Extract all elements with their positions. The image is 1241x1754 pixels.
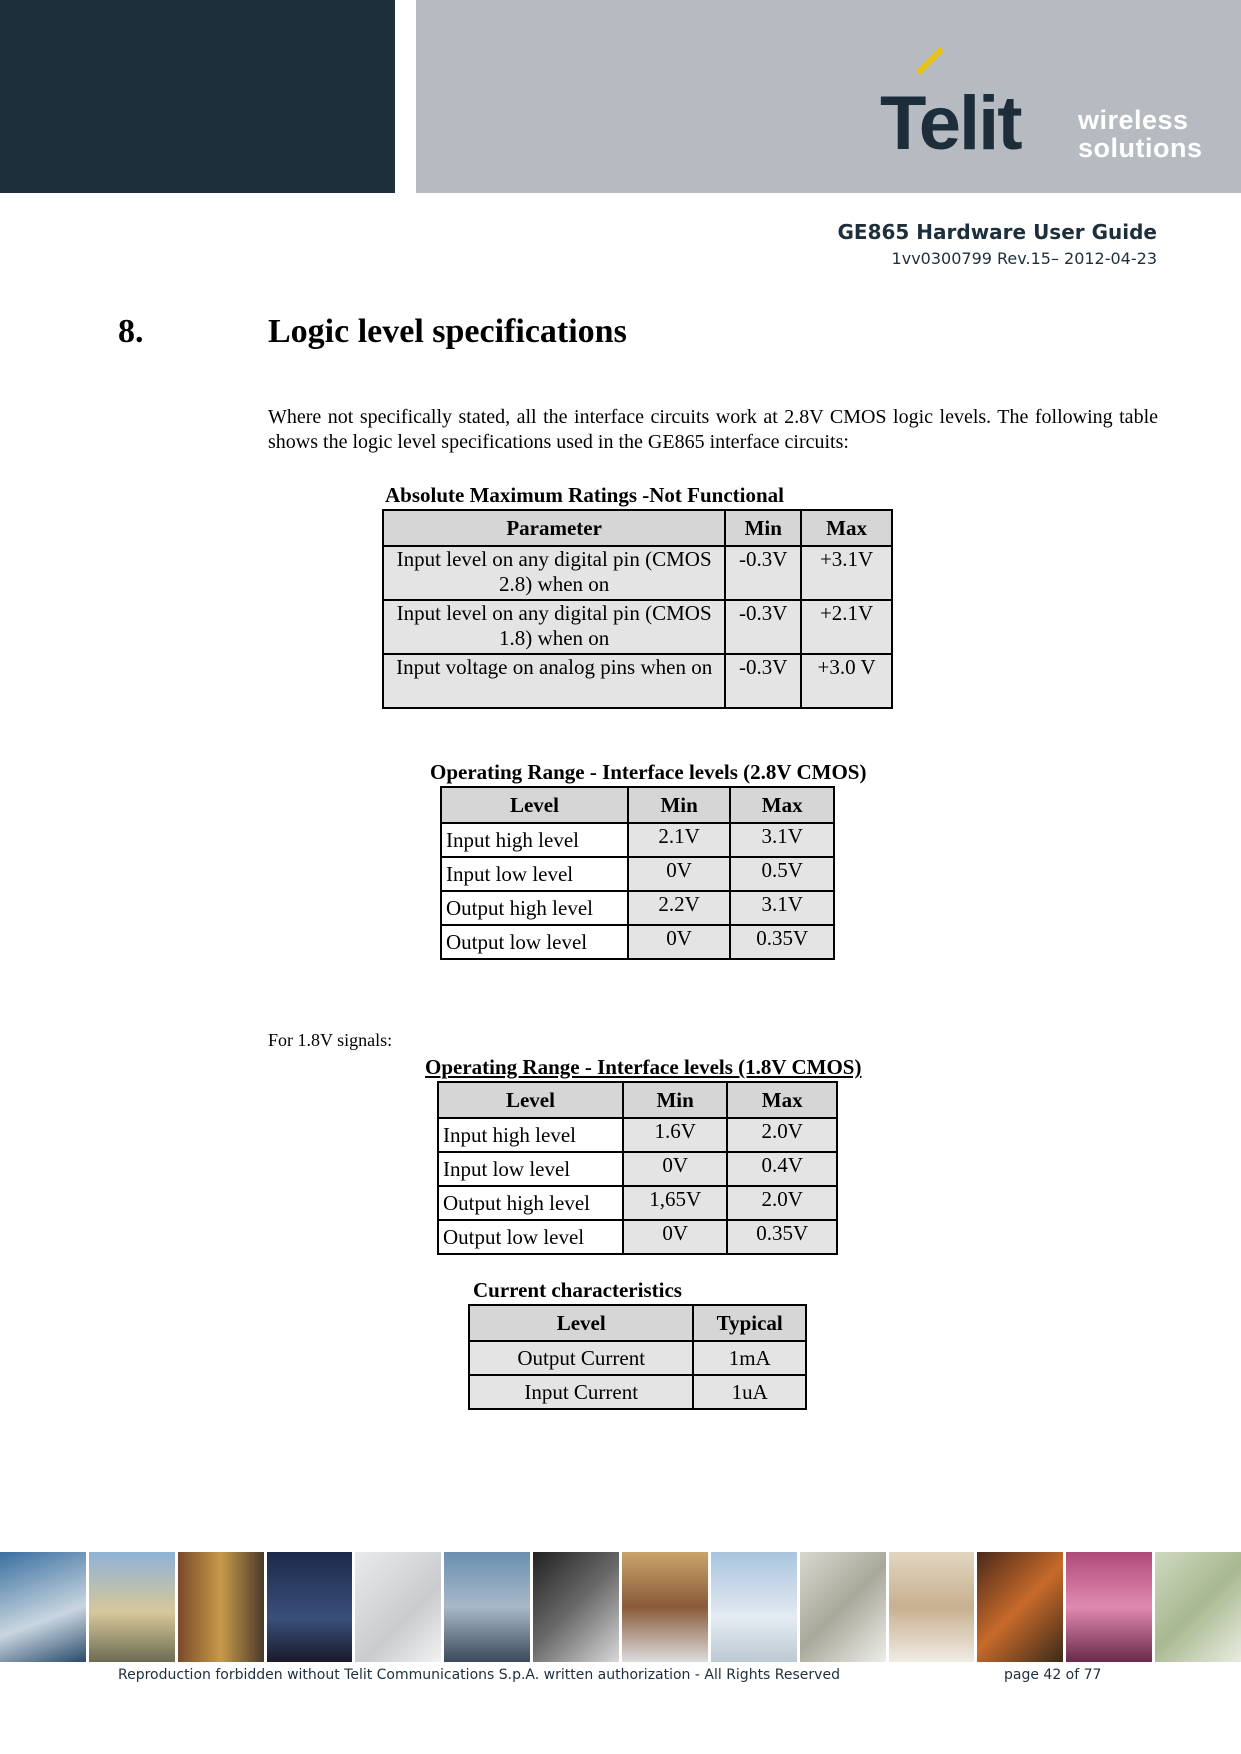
strip-image — [0, 1552, 89, 1662]
table-cell: 2.1V — [628, 823, 731, 857]
table-header-row — [383, 510, 892, 546]
strip-image — [178, 1552, 267, 1662]
table-header-cell: Min — [725, 510, 801, 546]
table-operating-1v8 — [437, 1081, 838, 1255]
table-cell: Input level on any digital pin (CMOS 1.8) when on — [383, 600, 725, 654]
table-cell: Output high level — [438, 1186, 623, 1220]
table-28-caption: Operating Range - Interface levels (2.8V CMOS) — [430, 760, 867, 784]
strip-image — [1155, 1552, 1241, 1662]
table-cell: -0.3V — [725, 654, 801, 708]
doc-revision: 1vv0300799 Rev.15– 2012-04-23 — [891, 249, 1157, 268]
strip-image — [977, 1552, 1066, 1662]
strip-image — [267, 1552, 356, 1662]
table-row — [438, 1186, 837, 1220]
table-cell: 2.0V — [727, 1118, 837, 1152]
table-cell: +3.0 V — [801, 654, 892, 708]
table-cell: Input voltage on analog pins when on — [383, 654, 725, 708]
table-cell: -0.3V — [725, 546, 801, 600]
strip-image — [711, 1552, 800, 1662]
table-row — [441, 925, 834, 959]
strip-image — [444, 1552, 533, 1662]
table-header-cell: Typical — [693, 1305, 806, 1341]
table-current — [468, 1304, 807, 1410]
table-cell: +2.1V — [801, 600, 892, 654]
table-header-cell: Max — [727, 1082, 837, 1118]
table-cell: 1uA — [693, 1375, 806, 1409]
table-row — [438, 1220, 837, 1254]
logo-tagline-2: solutions — [1078, 133, 1203, 163]
table-header-cell: Level — [441, 787, 628, 823]
table-abs-caption: Absolute Maximum Ratings -Not Functional — [385, 483, 785, 507]
table-cell: 0V — [623, 1220, 728, 1254]
strip-image — [622, 1552, 711, 1662]
table-cell: 0V — [623, 1152, 728, 1186]
table-header-cell: Min — [628, 787, 731, 823]
table-row — [438, 1118, 837, 1152]
table-row — [441, 823, 834, 857]
page-number: page 42 of 77 — [1004, 1667, 1102, 1683]
table-cell: Output high level — [441, 891, 628, 925]
logo-tagline-1: wireless — [1078, 105, 1189, 135]
table-cell: 2.2V — [628, 891, 731, 925]
table-cell: 3.1V — [730, 823, 834, 857]
table-cell: 0V — [628, 925, 731, 959]
table-cell: 2.0V — [727, 1186, 837, 1220]
table-cell: Input high level — [441, 823, 628, 857]
table-header-cell: Level — [438, 1082, 623, 1118]
table-cell: 0.35V — [727, 1220, 837, 1254]
table-header-row — [441, 787, 834, 823]
table-cell: Input low level — [441, 857, 628, 891]
table-header-cell: Min — [623, 1082, 728, 1118]
table-row — [469, 1375, 806, 1409]
table-cell: Input high level — [438, 1118, 623, 1152]
doc-title: GE865 Hardware User Guide — [837, 220, 1157, 244]
table-row — [383, 654, 892, 708]
strip-image — [1066, 1552, 1155, 1662]
footer-photo-strip — [0, 1552, 1241, 1662]
strip-image — [533, 1552, 622, 1662]
table-cell: 0V — [628, 857, 731, 891]
table-cell: Output low level — [441, 925, 628, 959]
strip-image — [889, 1552, 978, 1662]
table-cell: Output Current — [469, 1341, 693, 1375]
strip-image — [89, 1552, 178, 1662]
table-operating-2v8 — [440, 786, 835, 960]
header-dark-panel — [0, 0, 395, 193]
note-1v8: For 1.8V signals: — [268, 1030, 393, 1050]
table-header-cell: Max — [801, 510, 892, 546]
table-cell: 0.4V — [727, 1152, 837, 1186]
table-cell: 3.1V — [730, 891, 834, 925]
table-row — [441, 891, 834, 925]
table-header-row — [438, 1082, 837, 1118]
logo-text: Telit — [880, 81, 1021, 166]
table-header-cell: Max — [730, 787, 834, 823]
table-absolute-max — [382, 509, 893, 709]
table-row — [383, 546, 892, 600]
table-cell: 1.6V — [623, 1118, 728, 1152]
table-cell: 1mA — [693, 1341, 806, 1375]
logo-tagline — [1078, 106, 1203, 162]
table-header-row — [469, 1305, 806, 1341]
table-current-caption: Current characteristics — [473, 1278, 682, 1302]
table-header-cell: Level — [469, 1305, 693, 1341]
footer-copyright: Reproduction forbidden without Telit Communications S.p.A. written authorization - All Rights Reserved — [118, 1667, 840, 1683]
table-row — [469, 1341, 806, 1375]
table-row — [383, 600, 892, 654]
table-cell: +3.1V — [801, 546, 892, 600]
table-cell: Output low level — [438, 1220, 623, 1254]
footer — [118, 1667, 1118, 1683]
table-cell: 0.5V — [730, 857, 834, 891]
strip-image — [800, 1552, 889, 1662]
table-18-caption: Operating Range - Interface levels (1.8V CMOS) — [425, 1055, 862, 1079]
table-cell: -0.3V — [725, 600, 801, 654]
table-cell: 1,65V — [623, 1186, 728, 1220]
table-cell: Input Current — [469, 1375, 693, 1409]
table-header-cell: Parameter — [383, 510, 725, 546]
table-cell: 0.35V — [730, 925, 834, 959]
telit-logo — [880, 60, 1220, 170]
intro-paragraph — [268, 405, 1158, 455]
strip-image — [355, 1552, 444, 1662]
table-cell: Input low level — [438, 1152, 623, 1186]
table-row — [441, 857, 834, 891]
section-number: 8. — [118, 313, 144, 350]
intro-text: Where not specifically stated, all the interface circuits work at 2.8V CMOS logic levels. The following table shows the logic level specifications used in the GE865 interface circuits: — [268, 406, 1158, 453]
table-cell: Input level on any digital pin (CMOS 2.8) when on — [383, 546, 725, 600]
section-title: Logic level specifications — [268, 313, 627, 350]
table-row — [438, 1152, 837, 1186]
